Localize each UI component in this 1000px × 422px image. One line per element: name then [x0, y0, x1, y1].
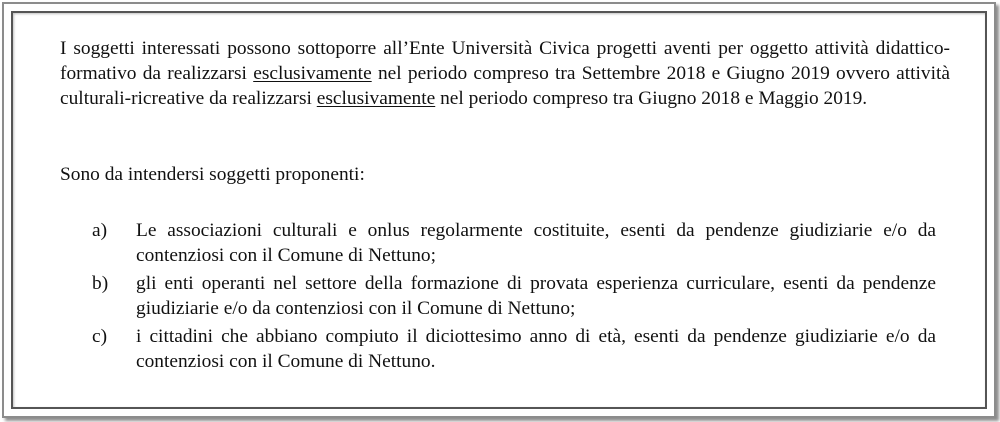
list-item-c — [60, 324, 950, 374]
proposers-lead: Sono da intendersi soggetti proponenti: — [60, 164, 365, 185]
intro-paragraph — [60, 36, 950, 111]
intro-text-2: nel periodo compreso tra Settembre 2018 e Giugno 2019 ovvero attività culturali-ricreative da realizzarsi — [60, 63, 950, 109]
proposers-list — [60, 218, 950, 377]
emphasis-exclusively-2: esclusivamente — [316, 88, 436, 109]
intro-text-1: I soggetti interessati possono sottoporre all’Ente Università Civica progetti aventi per oggetto attività didattico-formativo da realizzarsi — [60, 38, 950, 84]
emphasis-exclusively-1: esclusivamente — [253, 63, 372, 84]
list-item-b — [60, 271, 950, 321]
list-marker: a) — [92, 220, 108, 241]
intro-text-3: nel periodo compreso tra Giugno 2018 e Maggio 2019. — [435, 88, 868, 109]
list-item-a — [60, 218, 950, 268]
document-body — [60, 36, 950, 372]
list-item-text: gli enti operanti nel settore della formazione di provata esperienza curriculare, esenti da pendenze giudiziarie e/o da contenziosi con il Comune di Nettuno; — [136, 273, 936, 319]
list-marker: b) — [92, 273, 109, 294]
list-item-text: i cittadini che abbiano compiuto il diciottesimo anno di età, esenti da pendenze giudiziarie e/o da contenziosi con il Comune di Nettuno. — [136, 326, 936, 372]
list-item-text: Le associazioni culturali e onlus regolarmente costituite, esenti da pendenze giudiziarie e/o da contenziosi con il Comune di Nettuno; — [136, 220, 936, 266]
list-marker: c) — [92, 326, 108, 347]
